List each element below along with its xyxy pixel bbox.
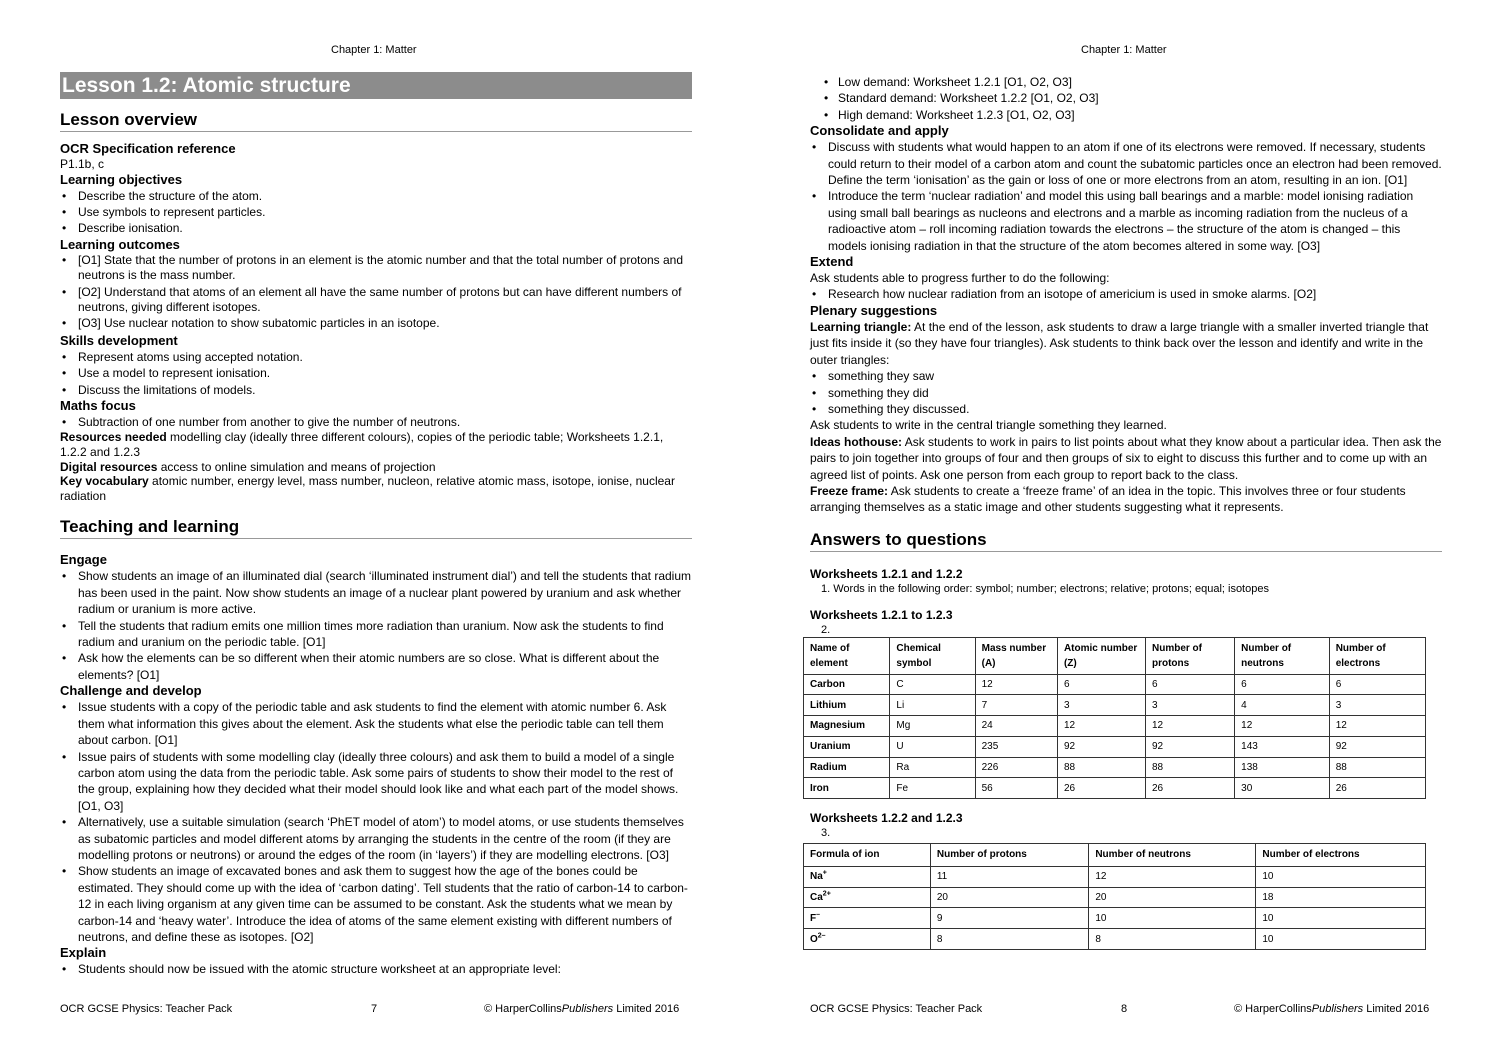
ion-formula-cell: F–	[804, 908, 931, 929]
triangle-list	[810, 368, 1442, 417]
explain-list	[60, 961, 692, 977]
footer-title: OCR GCSE Physics: Teacher Pack	[60, 1003, 233, 1015]
table-cell: 3	[1145, 695, 1234, 716]
table-cell: 92	[1145, 736, 1234, 757]
table-header-row	[804, 637, 1426, 674]
table-cell: 226	[975, 757, 1057, 778]
table-header-cell: Chemical symbol	[890, 637, 975, 674]
chapter-header: Chapter 1: Matter	[331, 44, 417, 56]
ion-formula-cell: $Ca^{2+}$	[804, 887, 931, 908]
table-cell: C	[890, 674, 975, 695]
table-cell: 6	[1235, 674, 1330, 695]
table-header-cell: Number of neutrons	[1235, 637, 1330, 674]
table-cell: 8	[1089, 929, 1256, 950]
table-header-cell: Number of protons	[1145, 637, 1234, 674]
table-cell: 26	[1057, 778, 1145, 799]
list-item: • Discuss with students what would happen to an atom if one of its electrons were removed. If necessary, students could return to their model of a carbon atom and count the subatomic particles once an electron had been removed. Define the term ‘ionisation’ as the gain or loss of one or more electrons from an atom, resulting in an ion. [O1]	[810, 139, 1442, 188]
table-row	[804, 736, 1426, 757]
table-cell: 8	[930, 929, 1088, 950]
vocab-text: atomic number, energy level, mass number, nucleon, relative atomic mass, isotope, ionise, nuclear radiation	[60, 474, 675, 503]
table-cell: 10	[1256, 866, 1426, 887]
list-item: • [O1] State that the number of protons in an element is the atomic number and that the total number of protons and neutrons is the mass number.	[60, 253, 692, 284]
table-cell: 24	[975, 716, 1057, 737]
table-cell: 30	[1235, 778, 1330, 799]
table-row	[804, 695, 1426, 716]
resources-text: modelling clay (ideally three different colours), copies of the periodic table; Worksheets 1.2.1, 1.2.2 and 1.2.3	[60, 430, 664, 460]
lesson-title: Lesson 1.2: Atomic structure	[60, 72, 692, 99]
table-cell: 10	[1256, 908, 1426, 929]
footer-title: OCR GCSE Physics: Teacher Pack	[810, 1003, 983, 1015]
objectives-heading: Learning objectives	[60, 171, 183, 187]
hothouse-label: Ideas hothouse:	[810, 434, 903, 449]
maths-list	[60, 414, 692, 430]
elements-table	[803, 637, 1426, 799]
hothouse-text: Ask students to work in pairs to list points about what they know about a particular idea. Then ask the pairs to join together into groups of four and then groups of six to eight to discuss this further and to come up with an agreed list of points. Ask one person from each group to report back to the class.	[810, 434, 1442, 482]
ion-formula-cell: Na+	[804, 866, 931, 887]
digital-resources	[60, 460, 692, 475]
list-item: • [O3] Use nuclear notation to show subatomic particles in an isotope.	[60, 316, 692, 331]
extend-list	[810, 286, 1442, 302]
freeze-text: Ask students to create a ‘freeze frame’ of an idea in the topic. This involves three or four students arranging themselves as a static image and other students suggesting what it represents.	[810, 483, 1406, 515]
table-cell: 6	[1145, 674, 1234, 695]
learning-triangle	[810, 319, 1442, 368]
answers-heading: Answers to questions	[810, 530, 1442, 552]
spec-text: P1.1b, c	[60, 157, 105, 171]
list-item: • Tell the students that radium emits one million times more radiation than uranium. Now ask the students to find radium and uranium on the periodic table. [O1]	[60, 618, 692, 651]
table-row	[804, 778, 1426, 799]
list-item: • [O2] Understand that atoms of an element all have the same number of protons but can have different numbers of neutrons, giving different isotopes.	[60, 285, 692, 316]
page-number: 7	[371, 1003, 378, 1015]
table-header-cell: Number of electrons	[1329, 637, 1425, 674]
list-item: • Research how nuclear radiation from an isotope of americium is used in smoke alarms. [O2]	[810, 286, 1442, 302]
list-item: • Describe the structure of the atom.	[60, 188, 692, 204]
freeze-frame	[810, 483, 1442, 516]
ions-table	[803, 843, 1426, 950]
table-header-cell: Formula of ion	[804, 843, 931, 866]
table-row	[804, 757, 1426, 778]
challenge-list	[60, 699, 692, 945]
plenary-heading: Plenary suggestions	[810, 302, 938, 318]
table-cell: 26	[1329, 778, 1425, 799]
list-item: • Issue pairs of students with some modelling clay (ideally three colours) and ask them to build a model of a single carbon atom using the data from the periodic table. Ask some pairs of students to show their model to the rest of the group, explaining how they decided what their model should look like and what each part of the model shows. [O1, O3]	[60, 749, 692, 815]
table-cell: 56	[975, 778, 1057, 799]
ion-formula-cell: $O^{2-}$	[804, 929, 931, 950]
table-cell: Lithium	[804, 695, 890, 716]
right-page	[750, 0, 1500, 1061]
table-cell: 12	[1145, 716, 1234, 737]
table-cell: 12	[1235, 716, 1330, 737]
page-number: 8	[1121, 1003, 1128, 1015]
digital-text: access to online simulation and means of projection	[157, 459, 436, 474]
table-cell: 4	[1235, 695, 1330, 716]
table-cell: 12	[1089, 866, 1256, 887]
list-item: • Standard demand: Worksheet 1.2.2 [O1, O2, O3]	[810, 90, 1442, 106]
objectives-list	[60, 188, 692, 237]
table-cell: 143	[1235, 736, 1330, 757]
teaching-heading: Teaching and learning	[60, 517, 692, 539]
table-cell: Li	[890, 695, 975, 716]
list-item: • Use symbols to represent particles.	[60, 204, 692, 220]
triangle-label: Learning triangle:	[810, 319, 912, 334]
list-item: • Issue students with a copy of the periodic table and ask students to find the element with atomic number 6. Ask them what information this gives about the element. Ask the students what else the periodic table can tell them about carbon. [O1]	[60, 699, 692, 748]
table-cell: Uranium	[804, 736, 890, 757]
skills-list	[60, 349, 692, 398]
table-header-cell: Mass number (A)	[975, 637, 1057, 674]
list-item: • Show students an image of excavated bones and ask them to suggest how the age of the bones could be estimated. They should come up with the idea of ‘carbon dating’. Tell students that the ratio of carbon-14 to carbon-12 in each living organism at any given time can be assumed to be constant. Ask the students what we mean by carbon-14 and ‘heavy water’. Introduce the idea of atoms of the same element existing with different numbers of neutrons, and define these as isotopes. [O2]	[60, 863, 692, 945]
consolidate-heading: Consolidate and apply	[810, 123, 949, 139]
consolidate-list	[810, 139, 1442, 254]
table-cell: 26	[1145, 778, 1234, 799]
outcomes-heading: Learning outcomes	[60, 236, 180, 252]
left-column	[60, 72, 692, 978]
table-row	[804, 908, 1426, 929]
table-cell: 12	[975, 674, 1057, 695]
freeze-label: Freeze frame:	[810, 483, 889, 498]
table-cell: 88	[1057, 757, 1145, 778]
table-cell: 9	[930, 908, 1088, 929]
list-item: • Introduce the term ‘nuclear radiation’ and model this using ball bearings and a marble: model ionising radiation using small ball bearings as nucleons and electrons and a marble as incoming radiation from the nucleus of a radioactive atom – roll incoming radiation towards the electrons – the structure of the atom is changed – this models ionising radiation in that the structure of the atom becomes altered in some way. [O3]	[810, 188, 1442, 254]
spec-heading: OCR Specification reference	[60, 141, 236, 156]
challenge-heading: Challenge and develop	[60, 683, 202, 699]
worksheet-heading-1: Worksheets 1.2.1 and 1.2.2	[810, 566, 963, 581]
list-item: • something they did	[810, 385, 1442, 401]
explain-heading: Explain	[60, 945, 107, 961]
table-row	[804, 866, 1426, 887]
table-cell: 18	[1256, 887, 1426, 908]
table-cell: 88	[1145, 757, 1234, 778]
list-item: • Use a model to represent ionisation.	[60, 365, 692, 381]
engage-list	[60, 568, 692, 683]
list-item: • High demand: Worksheet 1.2.3 [O1, O2, O3]	[810, 107, 1442, 123]
worksheet-heading-2: Worksheets 1.2.1 to 1.2.3	[810, 607, 953, 622]
key-vocabulary	[60, 474, 692, 503]
digital-label: Digital resources	[60, 459, 158, 474]
table-cell: 11	[930, 866, 1088, 887]
table-cell: 88	[1329, 757, 1425, 778]
ideas-hothouse	[810, 434, 1442, 483]
extend-intro: Ask students able to progress further to do the following:	[810, 271, 1110, 286]
table-cell: 92	[1057, 736, 1145, 757]
copyright: © HarperCollinsPublishers Limited 2016	[1234, 1003, 1430, 1015]
table-cell: 235	[975, 736, 1057, 757]
triangle-text: At the end of the lesson, ask students to draw a large triangle with a smaller inverted triangle that just fits inside it (so they have four triangles). Ask students to think back over the lesson and identify and write in the outer triangles:	[810, 319, 1429, 367]
list-item: • Subtraction of one number from another to give the number of neutrons.	[60, 414, 692, 430]
triangle-after: Ask students to write in the central triangle something they learned.	[810, 418, 1167, 433]
outcomes-list	[60, 253, 692, 332]
maths-heading: Maths focus	[60, 398, 136, 414]
table-cell: Ra	[890, 757, 975, 778]
table-cell: 3	[1329, 695, 1425, 716]
table-cell: 3	[1057, 695, 1145, 716]
table-header-row	[804, 843, 1426, 866]
table-cell: Iron	[804, 778, 890, 799]
resources-needed	[60, 430, 692, 459]
list-item: • Low demand: Worksheet 1.2.1 [O1, O2, O3]	[810, 74, 1442, 90]
table-cell: 20	[930, 887, 1088, 908]
table-cell: 7	[975, 695, 1057, 716]
answer-2-number: 2.	[821, 623, 831, 636]
table-cell: 10	[1256, 929, 1426, 950]
worksheet-heading-3: Worksheets 1.2.2 and 1.2.3	[810, 810, 963, 825]
table-cell: Carbon	[804, 674, 890, 695]
table-header-cell: Number of neutrons	[1089, 843, 1256, 866]
table-row	[804, 674, 1426, 695]
table-cell: Radium	[804, 757, 890, 778]
list-item: • Alternatively, use a suitable simulation (search ‘PhET model of atom’) to model atoms, or use students themselves as subatomic particles and model different atoms by arranging the students in the centre of the room (if they are modelling protons or neutrons) or around the edges of the room (in ‘layers’) if they are modelling electrons. [O3]	[60, 814, 692, 863]
table-cell: U	[890, 736, 975, 757]
skills-heading: Skills development	[60, 332, 178, 348]
list-item: • Show students an image of an illuminated dial (search ‘illuminated instrument dial’) and tell the students that radium has been used in the paint. Now show students an image of a nuclear plant powered by uranium and ask whether radium or uranium is more active.	[60, 568, 692, 617]
list-item: • something they discussed.	[810, 401, 1442, 417]
table-cell: 6	[1057, 674, 1145, 695]
table-cell: Mg	[890, 716, 975, 737]
list-item: • Describe ionisation.	[60, 220, 692, 236]
resources-label: Resources needed	[60, 430, 167, 445]
table-cell: Magnesium	[804, 716, 890, 737]
table-cell: 20	[1089, 887, 1256, 908]
table-cell: 6	[1329, 674, 1425, 695]
table-row	[804, 716, 1426, 737]
list-item: • Students should now be issued with the atomic structure worksheet at an appropriate level:	[60, 961, 692, 977]
table-cell: 92	[1329, 736, 1425, 757]
table-header-cell: Atomic number (Z)	[1057, 637, 1145, 674]
table-header-cell: Number of electrons	[1256, 843, 1426, 866]
list-item: • Discuss the limitations of models.	[60, 382, 692, 398]
extend-heading: Extend	[810, 254, 854, 270]
copyright: © HarperCollinsPublishers Limited 2016	[484, 1003, 680, 1015]
table-cell: 138	[1235, 757, 1330, 778]
answer-3-number: 3.	[821, 826, 831, 839]
table-header-cell: Number of protons	[930, 843, 1088, 866]
table-header-cell: Name of element	[804, 637, 890, 674]
answer-1: 1. Words in the following order: symbol; number; electrons; relative; protons; equal; isotopes	[821, 582, 1269, 595]
table-cell: 10	[1089, 908, 1256, 929]
vocab-label: Key vocabulary	[60, 474, 149, 489]
worksheet-levels-list	[810, 74, 1442, 123]
list-item: • Represent atoms using accepted notation.	[60, 349, 692, 365]
lesson-overview-heading: Lesson overview	[60, 110, 692, 132]
table-row	[804, 929, 1426, 950]
table-cell: Fe	[890, 778, 975, 799]
chapter-header: Chapter 1: Matter	[1081, 44, 1167, 56]
table-cell: 12	[1057, 716, 1145, 737]
table-row	[804, 887, 1426, 908]
list-item: • something they saw	[810, 368, 1442, 384]
engage-heading: Engage	[60, 552, 107, 568]
table-cell: 12	[1329, 716, 1425, 737]
list-item: • Ask how the elements can be so different when their atomic numbers are so close. What is different about the elements? [O1]	[60, 650, 692, 683]
right-column	[810, 74, 1442, 950]
